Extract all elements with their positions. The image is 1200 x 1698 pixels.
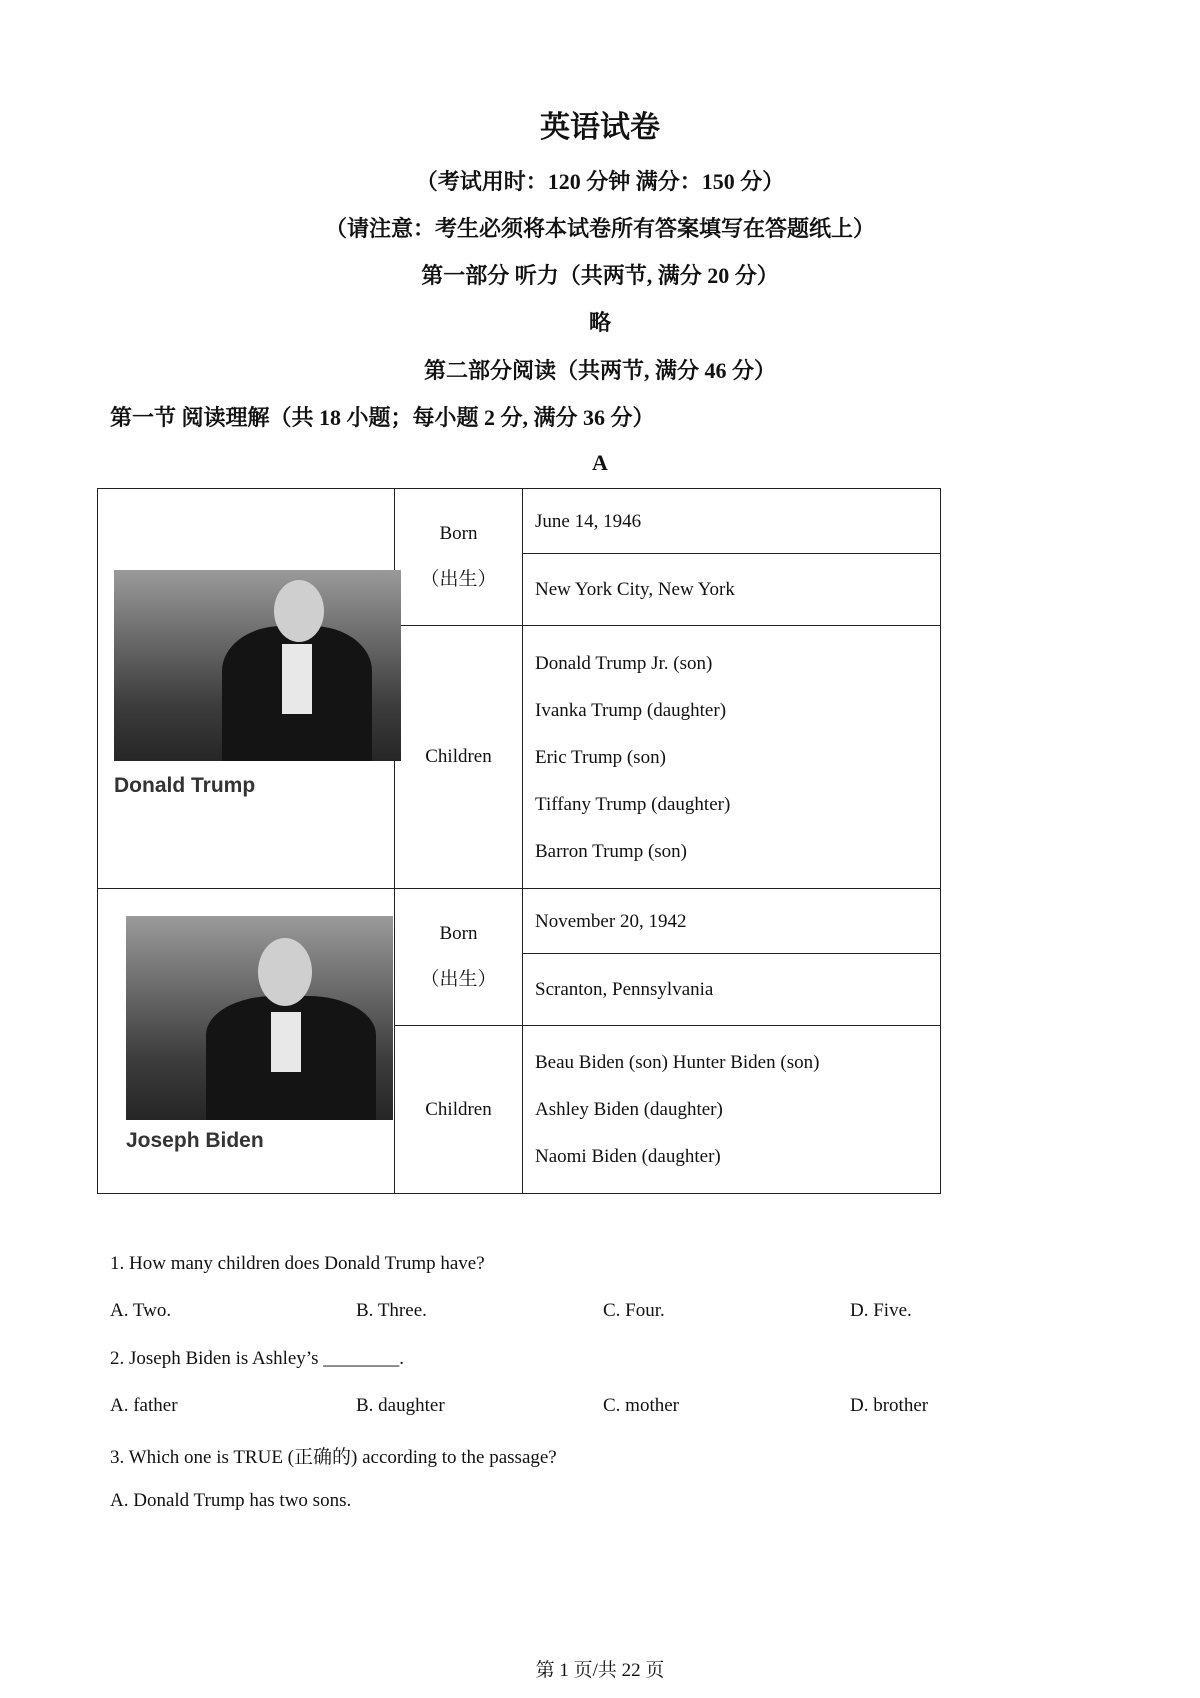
- section1-heading: 第一节 阅读理解（共 18 小题；每小题 2 分, 满分 36 分）: [110, 405, 655, 430]
- option-b: B. Three.: [356, 1300, 427, 1321]
- portrait-image-trump: [114, 570, 401, 761]
- born-label: Born: [439, 523, 478, 544]
- caption-trump: Donald Trump: [114, 774, 256, 797]
- option-c: C. Four.: [603, 1300, 665, 1321]
- question-1: 1. How many children does Donald Trump have?: [110, 1253, 485, 1274]
- question-3: 3. Which one is TRUE (正确的) according to the passage?: [110, 1447, 557, 1468]
- part1-omitted: 略: [588, 310, 611, 335]
- born-date: June 14, 1946: [523, 489, 941, 554]
- part2-heading: 第二部分阅读（共两节, 满分 46 分）: [423, 358, 776, 383]
- photo-cell-trump: [98, 489, 395, 889]
- child-item: Barron Trump (son): [535, 840, 688, 862]
- option-a: A. Donald Trump has two sons.: [110, 1490, 352, 1511]
- born-place: Scranton, Pennsylvania: [523, 954, 941, 1026]
- option-a: A. Two.: [110, 1300, 172, 1321]
- born-place: New York City, New York: [523, 554, 941, 626]
- born-label-cn: （出生）: [420, 969, 497, 990]
- child-item: Beau Biden (son) Hunter Biden (son): [535, 1052, 820, 1073]
- option-b: B. daughter: [356, 1395, 445, 1416]
- photo-cell-biden: [98, 889, 395, 1194]
- child-item: Tiffany Trump (daughter): [535, 793, 731, 815]
- page-number: 第 1 页/共 22 页: [535, 1660, 665, 1681]
- exam-title: 英语试卷: [540, 111, 660, 144]
- born-date: November 20, 1942: [523, 889, 941, 954]
- born-label: Born: [439, 923, 478, 944]
- question-2: 2. Joseph Biden is Ashley’s ________.: [110, 1348, 404, 1369]
- option-c: C. mother: [603, 1395, 679, 1416]
- option-d: D. Five.: [850, 1300, 912, 1321]
- children-label: Children: [395, 626, 523, 889]
- portrait-image-biden: [126, 916, 393, 1120]
- exam-info: （考试用时：120 分钟 满分：150 分）: [415, 169, 785, 194]
- option-a: A. father: [110, 1395, 178, 1416]
- child-item: Eric Trump (son): [535, 746, 666, 768]
- caption-biden: Joseph Biden: [126, 1129, 264, 1152]
- born-label-cn: （出生）: [420, 569, 497, 590]
- passage-letter: A: [592, 450, 608, 475]
- child-item: Ivanka Trump (daughter): [535, 699, 727, 721]
- born-label-cell: [395, 889, 523, 1026]
- born-label-cell: [395, 489, 523, 626]
- exam-notice: （请注意：考生必须将本试卷所有答案填写在答题纸上）: [324, 216, 875, 241]
- option-d: D. brother: [850, 1395, 929, 1416]
- info-table: [97, 488, 941, 1194]
- child-item: Naomi Biden (daughter): [535, 1146, 721, 1167]
- part1-heading: 第一部分 听力（共两节, 满分 20 分）: [421, 263, 779, 288]
- child-item: Ashley Biden (daughter): [535, 1099, 723, 1120]
- children-label: Children: [395, 1026, 523, 1194]
- children-list: [523, 626, 941, 889]
- child-item: Donald Trump Jr. (son): [535, 652, 713, 674]
- children-list: [523, 1026, 941, 1194]
